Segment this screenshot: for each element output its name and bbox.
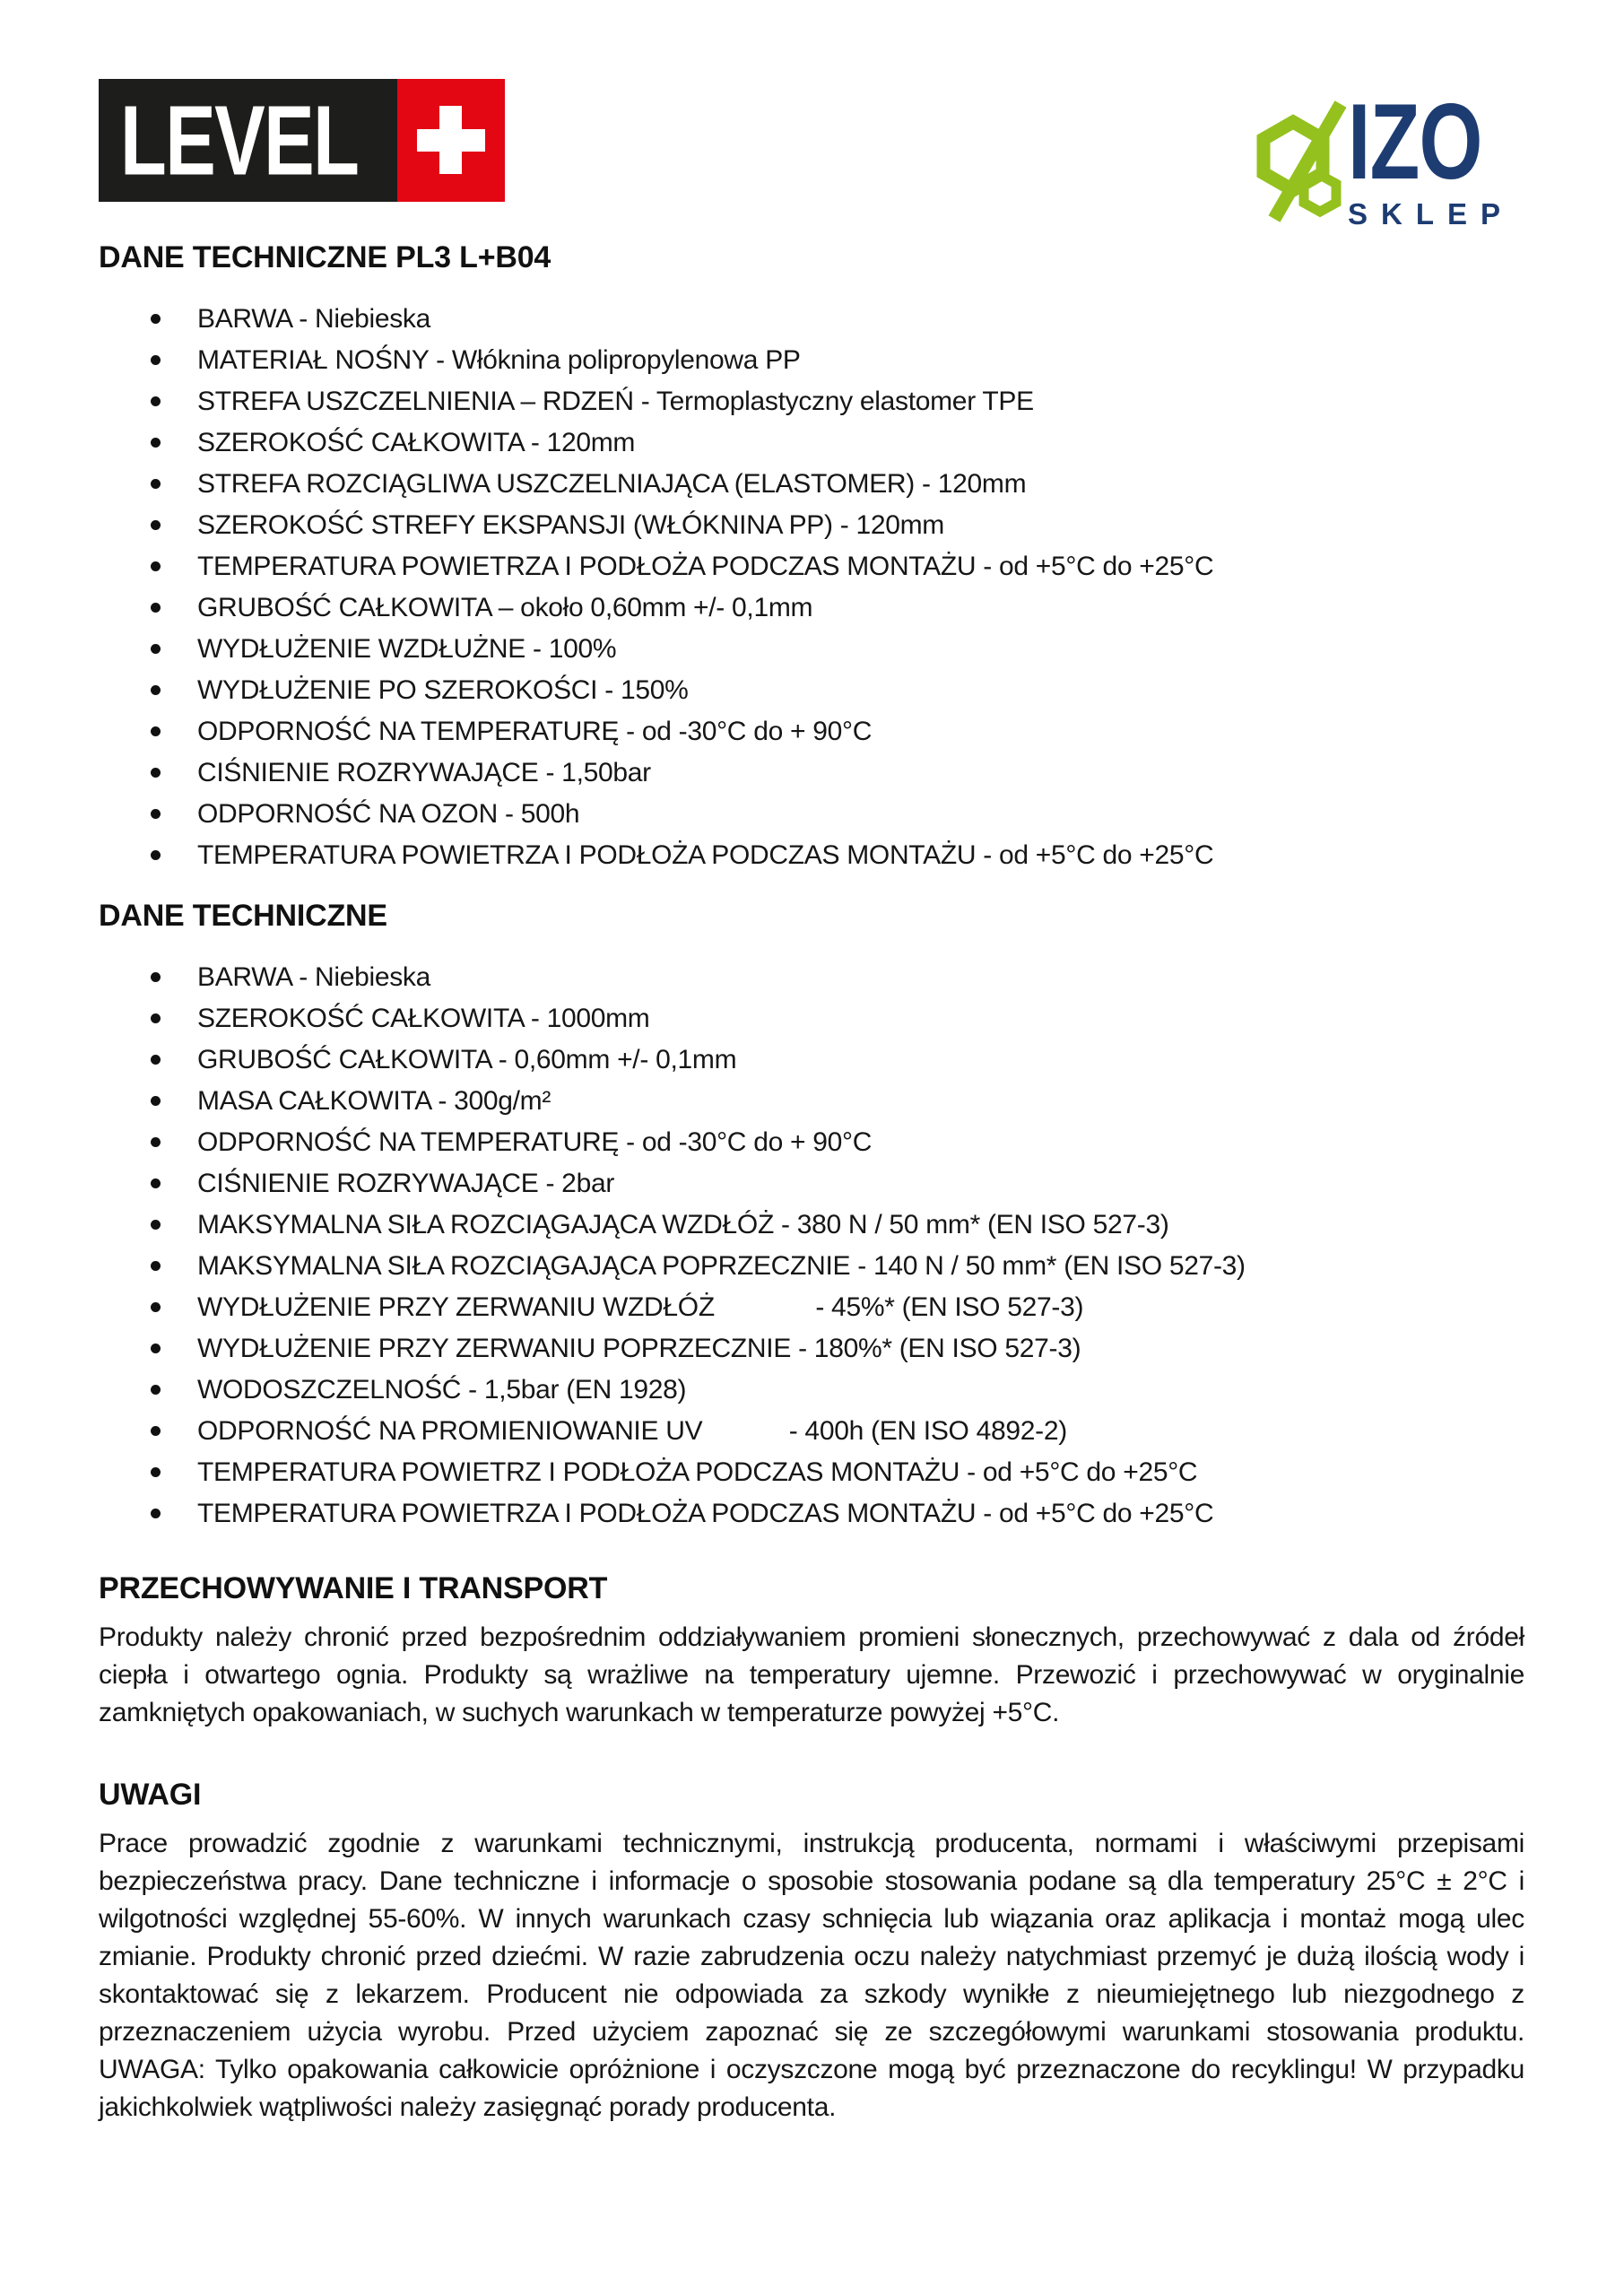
spec-item: MAKSYMALNA SIŁA ROZCIĄGAJĄCA WZDŁÓŻ - 380 N / 50 mm* (EN ISO 527-3) — [99, 1205, 1524, 1246]
spec-item: WYDŁUŻENIE WZDŁUŻNE - 100% — [99, 629, 1524, 670]
spec-item: WODOSZCZELNOŚĆ - 1,5bar (EN 1928) — [99, 1370, 1524, 1411]
spec-item: MASA CAŁKOWITA - 300g/m² — [99, 1081, 1524, 1122]
spec-item: SZEROKOŚĆ CAŁKOWITA - 120mm — [99, 422, 1524, 464]
levelplus-logo — [99, 79, 505, 202]
izo-sub-text: SKLEP — [1348, 196, 1515, 230]
percent-hexagon-icon — [1250, 100, 1351, 222]
spec-item: TEMPERATURA POWIETRZ I PODŁOŻA PODCZAS MONTAŻU - od +5°C do +25°C — [99, 1452, 1524, 1493]
plus-icon — [397, 79, 505, 202]
spec-item: CIŚNIENIE ROZRYWAJĄCE - 1,50bar — [99, 752, 1524, 794]
spec-item: BARWA - Niebieska — [99, 299, 1524, 340]
spec-item: ODPORNOŚĆ NA OZON - 500h — [99, 794, 1524, 835]
spec-item: TEMPERATURA POWIETRZA I PODŁOŻA PODCZAS MONTAŻU - od +5°C do +25°C — [99, 835, 1524, 876]
notes-paragraph: Prace prowadzić zgodnie z warunkami technicznymi, instrukcją producenta, normami i właściwymi przepisami bezpieczeństwa pracy. Dane techniczne i informacje o sposobie stosowania podane są dla temperatury 25°C ± 2°C i wilgotności względnej 55-60%. W innych warunkach czasy schnięcia lub wiązania oraz aplikacja i montaż mogą ulec zmianie. Produkty chronić przed dziećmi. W razie zabrudzenia oczu należy natychmiast przemyć je dużą ilością wody i skontaktować się z lekarzem. Producent nie odpowiada za szkody wynikłe z nieumiejętnego lub niezgodnego z przeznaczeniem użycia wyrobu. Przed użyciem zapoznać się ze szczegółowymi warunkami stosowania produktu. UWAGA: Tylko opakowania całkowicie opróżnione i oczyszczone mogą być przeznaczone do recyklingu! W przypadku jakichkolwiek wątpliwości należy zasięgnąć porady producenta. — [99, 1829, 1524, 2122]
levelplus-text: LEVEL — [120, 85, 359, 196]
spec-item: STREFA USZCZELNIENIA – RDZEŃ - Termoplastyczny elastomer TPE — [99, 381, 1524, 422]
spec-item: TEMPERATURA POWIETRZA I PODŁOŻA PODCZAS MONTAŻU - od +5°C do +25°C — [99, 1493, 1524, 1535]
spec-item: WYDŁUŻENIE PRZY ZERWANIU WZDŁÓŻ - 45%* (EN ISO 527-3) — [99, 1287, 1524, 1328]
header-logo-row — [99, 76, 1524, 230]
izosklep-logo — [1250, 82, 1524, 231]
spec-item: CIŚNIENIE ROZRYWAJĄCE - 2bar — [99, 1163, 1524, 1205]
spec-item: TEMPERATURA POWIETRZA I PODŁOŻA PODCZAS MONTAŻU - od +5°C do +25°C — [99, 546, 1524, 587]
spec-item: WYDŁUŻENIE PRZY ZERWANIU POPRZECZNIE - 180%* (EN ISO 527-3) — [99, 1328, 1524, 1370]
izo-brand-text: IZO — [1348, 82, 1482, 202]
tech1-spec-list — [99, 299, 1524, 876]
storage-paragraph: Produkty należy chronić przed bezpośrednim oddziaływaniem promieni słonecznych, przechowywać z dala od źródeł ciepła i otwartego ognia. Produkty są wrażliwe na temperatury ujemne. Przewozić i przechowywać w oryginalnie zamkniętych opakowaniach, w suchych warunkach w temperaturze powyżej +5°C. — [99, 1622, 1524, 1727]
spec-item: BARWA - Niebieska — [99, 957, 1524, 998]
heading-przechowywanie-i-transport: PRZECHOWYWANIE I TRANSPORT — [99, 1571, 608, 1605]
izosklep-wordmark — [1348, 82, 1524, 231]
spec-item: GRUBOŚĆ CAŁKOWITA – około 0,60mm +/- 0,1mm — [99, 587, 1524, 629]
spec-item: MAKSYMALNA SIŁA ROZCIĄGAJĄCA POPRZECZNIE - 140 N / 50 mm* (EN ISO 527-3) — [99, 1246, 1524, 1287]
spec-item: ODPORNOŚĆ NA PROMIENIOWANIE UV - 400h (EN ISO 4892-2) — [99, 1411, 1524, 1452]
heading-dane-techniczne-pl3: DANE TECHNICZNE PL3 L+B04 — [99, 240, 551, 274]
levelplus-wordmark — [99, 79, 397, 202]
spec-item: ODPORNOŚĆ NA TEMPERATURĘ - od -30°C do + 90°C — [99, 1122, 1524, 1163]
heading-dane-techniczne: DANE TECHNICZNE — [99, 899, 387, 933]
spec-item: GRUBOŚĆ CAŁKOWITA - 0,60mm +/- 0,1mm — [99, 1039, 1524, 1081]
spec-item: STREFA ROZCIĄGLIWA USZCZELNIAJĄCA (ELASTOMER) - 120mm — [99, 464, 1524, 505]
spec-item: MATERIAŁ NOŚNY - Włóknina polipropylenowa PP — [99, 340, 1524, 381]
spec-item: WYDŁUŻENIE PO SZEROKOŚCI - 150% — [99, 670, 1524, 711]
spec-item: ODPORNOŚĆ NA TEMPERATURĘ - od -30°C do + 90°C — [99, 711, 1524, 752]
heading-uwagi: UWAGI — [99, 1778, 202, 1812]
spec-item: SZEROKOŚĆ STREFY EKSPANSJI (WŁÓKNINA PP) - 120mm — [99, 505, 1524, 546]
tech2-spec-list — [99, 957, 1524, 1535]
spec-item: SZEROKOŚĆ CAŁKOWITA - 1000mm — [99, 998, 1524, 1039]
plus-icon-vertical-bar — [439, 106, 462, 174]
